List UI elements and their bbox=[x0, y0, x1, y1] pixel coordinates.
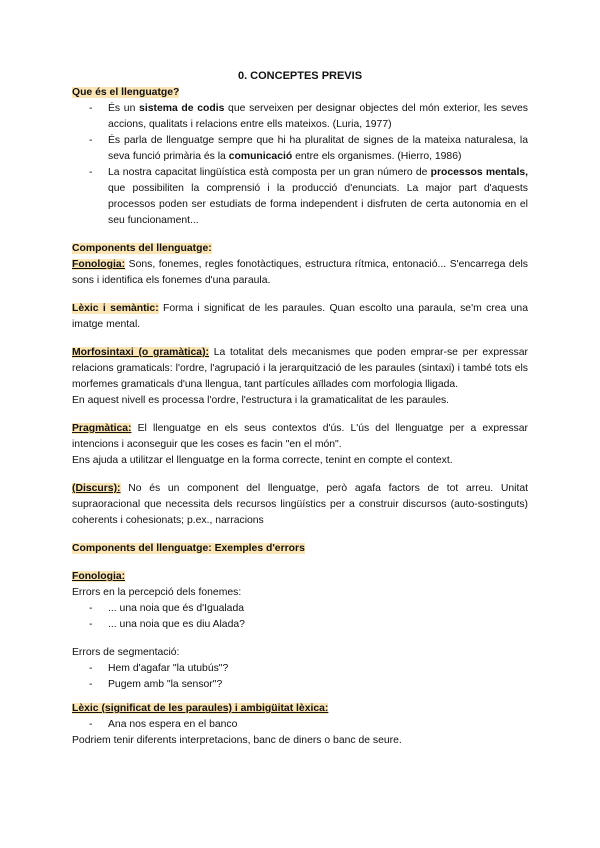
list-item: - Pugem amb "la sensor"? bbox=[108, 677, 528, 693]
component-pragmatica: Pragmàtica: El llenguatge en els seus contextos d'ús. L'ús del llenguatge per a expressar intencions i aconseguir que les coses es facin "en el món". bbox=[72, 423, 528, 450]
section-heading-error-examples: Components del llenguatge: Exemples d'errors bbox=[72, 543, 305, 554]
segmentation-errors-label: Errors de segmentació: bbox=[72, 647, 180, 658]
page-title: 0. CONCEPTES PREVIS bbox=[237, 70, 363, 82]
section-heading-what-is-language: Que és el llenguatge? bbox=[72, 87, 180, 98]
component-pragmatica-note: Ens ajuda a utilitzar el llenguatge en la forma correcte, tenint en compte el context. bbox=[72, 455, 453, 466]
list-item: - ... una noia que és d'Igualada bbox=[108, 601, 528, 617]
perception-errors-list bbox=[72, 601, 528, 633]
list-item: - ... una noia que es diu Alada? bbox=[108, 617, 528, 633]
section-heading-components: Components del llenguatge: bbox=[72, 243, 212, 254]
list-item: - Ana nos espera en el banco bbox=[108, 717, 528, 733]
segmentation-errors-list bbox=[72, 661, 528, 693]
component-morfosintaxi: Morfosintaxi (o gramàtica): La totalitat dels mecanismes que poden emprar-se per expressar relacions gramaticals: l'ordre, l'agrupació i la jerarquització de les paraules (sintaxi) i també tots els morfemes gramaticals d'una llengua, tant partícules aïllades com morfologia lligada. bbox=[72, 347, 528, 390]
lexic-note: Podriem tenir diferents interpretacions, banc de diners o banc de seure. bbox=[72, 735, 402, 746]
list-item: - És un sistema de codis que serveixen per designar objectes del món exterior, les seves accions, qualitats i relacions entre ells mateixos. (Luria, 1977) bbox=[108, 101, 528, 133]
subheading-fonologia: Fonologia: bbox=[72, 571, 126, 582]
component-lexic: Lèxic i semàntic: Forma i significat de les paraules. Quan escolto una paraula, se'm crea una imatge mental. bbox=[72, 303, 528, 330]
list-item: - La nostra capacitat lingüística està composta per un gran número de processos mentals, que possibiliten la comprensió i la producció d'enunciats. La major part d'aquests processos poden ser estudiats de forma independent i disfruten de certa autonomia en el seu funcionament... bbox=[108, 165, 528, 229]
perception-errors-label: Errors en la percepció dels fonemes: bbox=[72, 587, 242, 598]
component-fonologia: Fonologia: Sons, fonemes, regles fonotàctiques, estructura rítmica, entonació... S'encarrega dels sons i identifica els fonemes d'una paraula. bbox=[72, 259, 528, 286]
document-page bbox=[72, 68, 528, 749]
component-morfosintaxi-note: En aquest nivell es processa l'ordre, l'estructura i la gramaticalitat de les paraules. bbox=[72, 395, 450, 406]
list-item: - Hem d'agafar "la utubús"? bbox=[108, 661, 528, 677]
list-item: - És parla de llenguatge sempre que hi ha pluralitat de signes de la mateixa naturalesa, la seva funció primària és la comunicació entre els organismes. (Hierro, 1986) bbox=[108, 133, 528, 165]
subheading-lexic-ambiguity: Lèxic (significat de les paraules) i ambigüitat lèxica: bbox=[72, 703, 329, 714]
definitions-list bbox=[72, 101, 528, 229]
lexic-examples-list bbox=[72, 717, 528, 733]
component-discurs: (Discurs): No és un component del llenguatge, però agafa factors de tot arreu. Unitat supraoracional que necessita dels recursos lingüístics per a construir discursos (auto-sostinguts) coherents i cohesionats; p.ex., narracions bbox=[72, 483, 528, 526]
